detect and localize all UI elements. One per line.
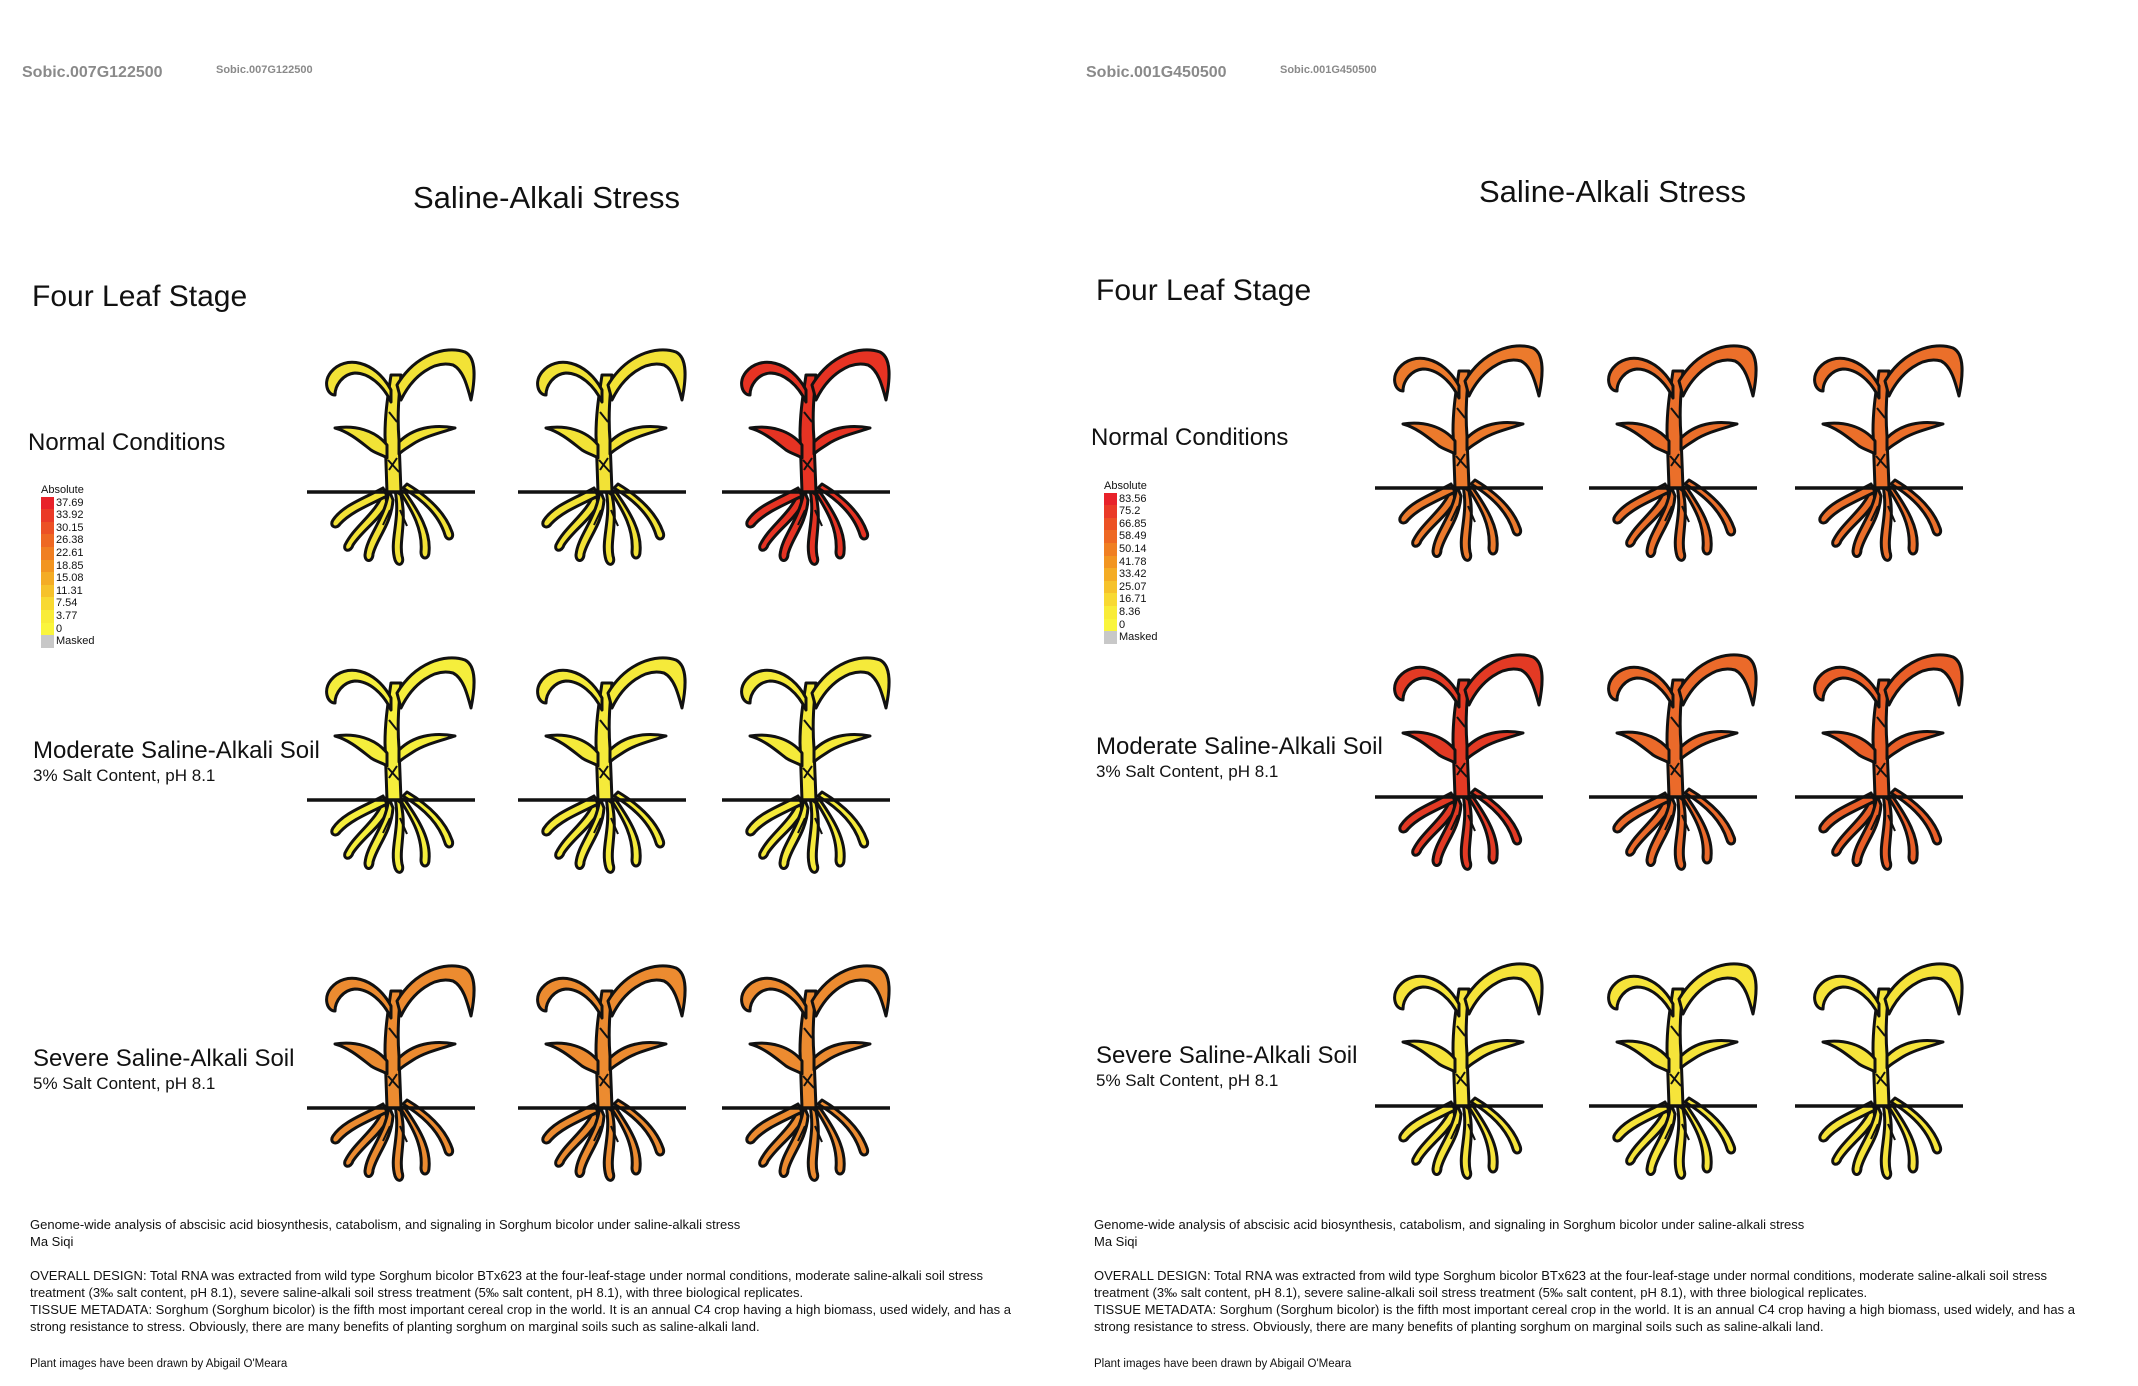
legend-swatch bbox=[41, 572, 54, 585]
legend-value: 8.36 bbox=[1119, 605, 1141, 618]
legend-value: 58.49 bbox=[1119, 530, 1147, 543]
condition-moderate bbox=[33, 738, 320, 786]
legend-value: 26.38 bbox=[56, 534, 84, 547]
panel-right bbox=[1069, 0, 2138, 1386]
legend-row bbox=[1104, 568, 1158, 581]
plant-figure bbox=[305, 648, 477, 880]
legend-row bbox=[41, 497, 95, 510]
legend-row bbox=[1104, 518, 1158, 531]
legend-swatch bbox=[1104, 593, 1117, 606]
footer-text bbox=[30, 1216, 1080, 1335]
legend-row bbox=[41, 560, 95, 573]
legend-value: 15.08 bbox=[56, 572, 84, 585]
gene-id-label: Sobic.001G450500 bbox=[1086, 64, 1227, 81]
legend-row bbox=[1104, 593, 1158, 606]
legend-row bbox=[41, 610, 95, 623]
legend-row-masked bbox=[41, 635, 95, 648]
stage-label: Four Leaf Stage bbox=[1096, 274, 1312, 307]
condition-sub: 5% Salt Content, pH 8.1 bbox=[33, 1074, 216, 1094]
legend-row bbox=[1104, 581, 1158, 594]
study-author: Ma Siqi bbox=[1094, 1234, 1138, 1249]
legend-swatch bbox=[1104, 518, 1117, 531]
plant-figure bbox=[1793, 645, 1965, 877]
condition-label: Moderate Saline-Alkali Soil bbox=[1096, 733, 1383, 760]
condition-severe bbox=[33, 1046, 294, 1094]
legend-value: 7.54 bbox=[56, 597, 78, 610]
legend-value: 22.61 bbox=[56, 546, 84, 559]
legend-value: 3.77 bbox=[56, 609, 78, 622]
legend-swatch bbox=[1104, 493, 1117, 506]
condition-label: Normal Conditions bbox=[28, 429, 226, 456]
legend-value: 50.14 bbox=[1119, 542, 1147, 555]
legend-swatch bbox=[1104, 606, 1117, 619]
stage-label: Four Leaf Stage bbox=[32, 280, 248, 313]
condition-label: Moderate Saline-Alkali Soil bbox=[33, 737, 320, 764]
condition-label: Severe Saline-Alkali Soil bbox=[1096, 1042, 1358, 1069]
legend-swatch bbox=[1104, 619, 1117, 632]
plant-figure bbox=[720, 648, 892, 880]
color-legend bbox=[1104, 480, 1158, 644]
condition-label: Severe Saline-Alkali Soil bbox=[33, 1045, 295, 1072]
gene-id-small-label: Sobic.001G450500 bbox=[1280, 64, 1377, 76]
legend-row bbox=[1104, 619, 1158, 632]
legend-value: 0 bbox=[1119, 618, 1126, 631]
legend-value: 75.2 bbox=[1119, 505, 1141, 518]
legend-row bbox=[41, 534, 95, 547]
legend-row bbox=[41, 585, 95, 598]
condition-sub: 3% Salt Content, pH 8.1 bbox=[33, 766, 216, 786]
plant-figure bbox=[720, 956, 892, 1188]
legend-value: 0 bbox=[56, 622, 63, 635]
legend-swatch bbox=[41, 547, 54, 560]
tissue-metadata-line1: TISSUE METADATA: Sorghum (Sorghum bicolor) is the fifth most important cereal crop in the world. It is an annual C4 crop having a high biomass, used widely, and has a bbox=[30, 1302, 1011, 1317]
legend-rows bbox=[1104, 493, 1158, 632]
legend-row bbox=[41, 522, 95, 535]
legend-value: 11.31 bbox=[56, 584, 83, 597]
tissue-metadata-line2: strong resistance to stress. Obviously, there are many benefits of planting sorghum on marginal soils such as saline-alkali land. bbox=[1094, 1319, 1824, 1334]
plant-figure bbox=[1587, 645, 1759, 877]
legend-row bbox=[41, 509, 95, 522]
legend-value: 33.92 bbox=[56, 509, 84, 522]
gene-id-small-label: Sobic.007G122500 bbox=[216, 64, 313, 76]
legend-swatch bbox=[1104, 543, 1117, 556]
legend-swatch bbox=[41, 597, 54, 610]
study-title: Genome-wide analysis of abscisic acid biosynthesis, catabolism, and signaling in Sorghum bicolor under saline-alkali stress bbox=[1094, 1217, 1805, 1232]
image-credit: Plant images have been drawn by Abigail O'Meara bbox=[1094, 1358, 1352, 1370]
legend-value: 18.85 bbox=[56, 559, 84, 572]
legend-swatch bbox=[41, 497, 54, 510]
legend-swatch bbox=[1104, 530, 1117, 543]
plant-figure bbox=[516, 340, 688, 572]
condition-sub: 5% Salt Content, pH 8.1 bbox=[1096, 1071, 1279, 1091]
study-title: Genome-wide analysis of abscisic acid biosynthesis, catabolism, and signaling in Sorghum bicolor under saline-alkali stress bbox=[30, 1217, 741, 1232]
panel-title: Saline-Alkali Stress bbox=[1479, 174, 1747, 209]
legend-swatch-masked bbox=[1104, 631, 1117, 644]
overall-design-line2: treatment (3‰ salt content, pH 8.1), severe saline-alkali soil stress treatment (5‰ salt content, pH 8.1), with three biological replicates. bbox=[30, 1285, 804, 1300]
tissue-metadata-line1: TISSUE METADATA: Sorghum (Sorghum bicolor) is the fifth most important cereal crop in the world. It is an annual C4 crop having a high biomass, used widely, and has a bbox=[1094, 1302, 2075, 1317]
legend-value: 16.71 bbox=[1119, 593, 1147, 606]
condition-sub: 3% Salt Content, pH 8.1 bbox=[1096, 762, 1279, 782]
condition-label: Normal Conditions bbox=[1091, 424, 1289, 451]
plant-figure bbox=[1373, 954, 1545, 1186]
legend-value: 41.78 bbox=[1119, 555, 1147, 568]
legend-value: 30.15 bbox=[56, 521, 84, 534]
plant-figure bbox=[516, 648, 688, 880]
overall-design-line1: OVERALL DESIGN: Total RNA was extracted from wild type Sorghum bicolor BTx623 at the four-leaf-stage under normal conditions, moderate saline-alkali soil stress bbox=[1094, 1268, 2048, 1283]
color-legend bbox=[41, 484, 95, 648]
panel-title: Saline-Alkali Stress bbox=[413, 180, 681, 215]
legend-swatch-masked bbox=[41, 635, 54, 648]
legend-swatch bbox=[41, 534, 54, 547]
legend-row bbox=[1104, 530, 1158, 543]
legend-row bbox=[1104, 505, 1158, 518]
plant-figure bbox=[1373, 336, 1545, 568]
plant-figure bbox=[1793, 336, 1965, 568]
legend-value: 66.85 bbox=[1119, 517, 1147, 530]
legend-row bbox=[1104, 606, 1158, 619]
legend-swatch bbox=[1104, 556, 1117, 569]
image-credit: Plant images have been drawn by Abigail O'Meara bbox=[30, 1358, 288, 1370]
legend-row bbox=[1104, 543, 1158, 556]
footer-text bbox=[1094, 1216, 2138, 1335]
legend-swatch bbox=[41, 623, 54, 636]
plant-figure bbox=[516, 956, 688, 1188]
plant-figure bbox=[305, 956, 477, 1188]
legend-swatch bbox=[1104, 568, 1117, 581]
legend-swatch bbox=[41, 522, 54, 535]
condition-severe bbox=[1096, 1043, 1357, 1091]
legend-swatch bbox=[41, 610, 54, 623]
overall-design-line1: OVERALL DESIGN: Total RNA was extracted from wild type Sorghum bicolor BTx623 at the four-leaf-stage under normal conditions, moderate saline-alkali soil stress bbox=[30, 1268, 984, 1283]
legend-row bbox=[41, 572, 95, 585]
legend-value: 25.07 bbox=[1119, 580, 1147, 593]
legend-row bbox=[41, 597, 95, 610]
legend-row bbox=[41, 623, 95, 636]
legend-row bbox=[1104, 493, 1158, 506]
legend-swatch bbox=[1104, 581, 1117, 594]
plant-figure bbox=[1587, 336, 1759, 568]
legend-value-masked: Masked bbox=[56, 635, 95, 648]
legend-value: 83.56 bbox=[1119, 492, 1147, 505]
tissue-metadata-line2: strong resistance to stress. Obviously, there are many benefits of planting sorghum on marginal soils such as saline-alkali land. bbox=[30, 1319, 760, 1334]
legend-row bbox=[41, 547, 95, 560]
plant-figure bbox=[1793, 954, 1965, 1186]
legend-swatch bbox=[1104, 505, 1117, 518]
overall-design-line2: treatment (3‰ salt content, pH 8.1), severe saline-alkali soil stress treatment (5‰ salt content, pH 8.1), with three biological replicates. bbox=[1094, 1285, 1868, 1300]
plant-figure bbox=[305, 340, 477, 572]
legend-swatch bbox=[41, 560, 54, 573]
legend-value: 37.69 bbox=[56, 496, 84, 509]
gene-id-label: Sobic.007G122500 bbox=[22, 64, 163, 81]
legend-row bbox=[1104, 556, 1158, 569]
legend-title: Absolute bbox=[1104, 480, 1147, 492]
condition-moderate bbox=[1096, 734, 1383, 782]
legend-swatch bbox=[41, 585, 54, 598]
legend-row-masked bbox=[1104, 631, 1158, 644]
plant-figure bbox=[1373, 645, 1545, 877]
condition-normal bbox=[1091, 425, 1288, 451]
study-author: Ma Siqi bbox=[30, 1234, 74, 1249]
legend-value: 33.42 bbox=[1119, 568, 1147, 581]
plant-figure bbox=[720, 340, 892, 572]
legend-title: Absolute bbox=[41, 484, 84, 496]
legend-rows bbox=[41, 497, 95, 636]
legend-swatch bbox=[41, 509, 54, 522]
legend-value-masked: Masked bbox=[1119, 631, 1158, 644]
plant-figure bbox=[1587, 954, 1759, 1186]
condition-normal bbox=[28, 430, 225, 456]
